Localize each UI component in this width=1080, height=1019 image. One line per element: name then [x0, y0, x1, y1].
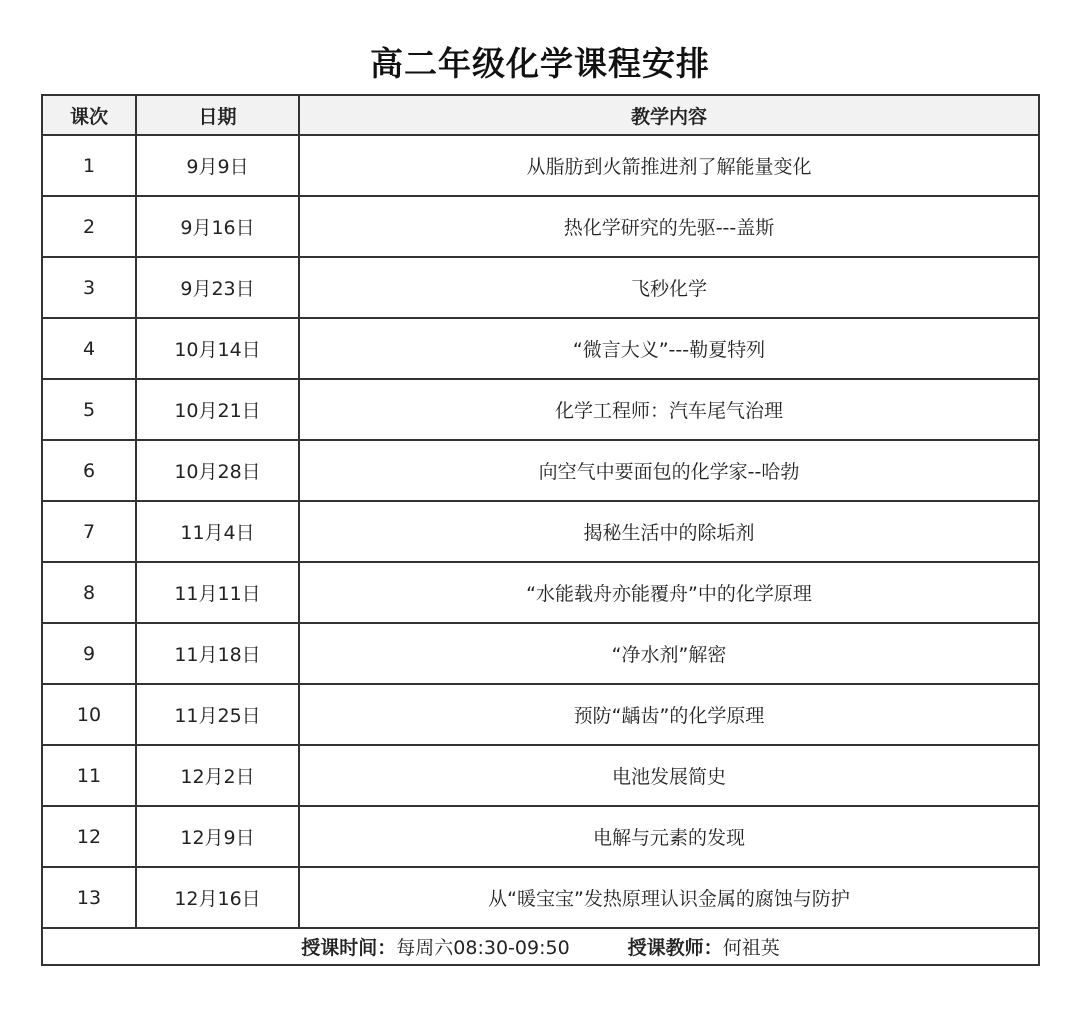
- lesson-number: 9: [42, 623, 136, 684]
- lesson-date: 11月18日: [136, 623, 299, 684]
- lesson-date: 11月11日: [136, 562, 299, 623]
- table-row: [42, 806, 1039, 867]
- lesson-date: 10月28日: [136, 440, 299, 501]
- lesson-number: 1: [42, 135, 136, 196]
- lesson-date: 10月14日: [136, 318, 299, 379]
- page-title: 高二年级化学课程安排: [370, 44, 710, 83]
- lesson-content: “净水剂”解密: [299, 623, 1039, 684]
- table-row: [42, 196, 1039, 257]
- lesson-content: 电解与元素的发现: [299, 806, 1039, 867]
- lesson-content: 从脂肪到火箭推进剂了解能量变化: [299, 135, 1039, 196]
- lesson-date: 12月9日: [136, 806, 299, 867]
- table-row: [42, 379, 1039, 440]
- table-row: [42, 867, 1039, 928]
- lesson-number: 8: [42, 562, 136, 623]
- teacher-label: 授课教师：: [627, 937, 723, 959]
- lesson-content: 电池发展简史: [299, 745, 1039, 806]
- table-row: [42, 135, 1039, 196]
- lesson-date: 11月25日: [136, 684, 299, 745]
- lesson-content: 从“暖宝宝”发热原理认识金属的腐蚀与防护: [299, 867, 1039, 928]
- table-row: [42, 318, 1039, 379]
- lesson-content: “水能载舟亦能覆舟”中的化学原理: [299, 562, 1039, 623]
- lesson-date: 9月16日: [136, 196, 299, 257]
- header-content: 教学内容: [299, 95, 1039, 135]
- lesson-number: 6: [42, 440, 136, 501]
- footer-cell: [42, 928, 1039, 965]
- table-row: [42, 257, 1039, 318]
- lesson-content: “微言大义”---勒夏特列: [299, 318, 1039, 379]
- table-row: [42, 745, 1039, 806]
- lesson-date: 10月21日: [136, 379, 299, 440]
- lesson-date: 12月2日: [136, 745, 299, 806]
- lesson-content: 向空气中要面包的化学家--哈勃: [299, 440, 1039, 501]
- lesson-content: 揭秘生活中的除垢剂: [299, 501, 1039, 562]
- header-date: 日期: [136, 95, 299, 135]
- lesson-number: 2: [42, 196, 136, 257]
- table-header-row: [42, 95, 1039, 135]
- lesson-date: 11月4日: [136, 501, 299, 562]
- footer-row: [42, 928, 1039, 965]
- lesson-number: 12: [42, 806, 136, 867]
- lesson-date: 9月9日: [136, 135, 299, 196]
- lesson-content: 预防“龋齿”的化学原理: [299, 684, 1039, 745]
- lesson-date: 12月16日: [136, 867, 299, 928]
- lesson-content: 热化学研究的先驱---盖斯: [299, 196, 1039, 257]
- table-row: [42, 501, 1039, 562]
- teacher-value: 何祖英: [722, 937, 780, 959]
- lesson-number: 4: [42, 318, 136, 379]
- header-lesson: 课次: [42, 95, 136, 135]
- lesson-number: 7: [42, 501, 136, 562]
- schedule-table: [41, 94, 1040, 966]
- table-row: [42, 684, 1039, 745]
- lesson-number: 3: [42, 257, 136, 318]
- lesson-number: 5: [42, 379, 136, 440]
- table-row: [42, 562, 1039, 623]
- lesson-number: 10: [42, 684, 136, 745]
- lesson-content: 飞秒化学: [299, 257, 1039, 318]
- table-row: [42, 440, 1039, 501]
- table-row: [42, 623, 1039, 684]
- lesson-number: 13: [42, 867, 136, 928]
- lesson-date: 9月23日: [136, 257, 299, 318]
- lesson-content: 化学工程师：汽车尾气治理: [299, 379, 1039, 440]
- lesson-number: 11: [42, 745, 136, 806]
- time-value: 每周六08:30-09:50: [396, 937, 570, 959]
- time-label: 授课时间：: [301, 937, 397, 959]
